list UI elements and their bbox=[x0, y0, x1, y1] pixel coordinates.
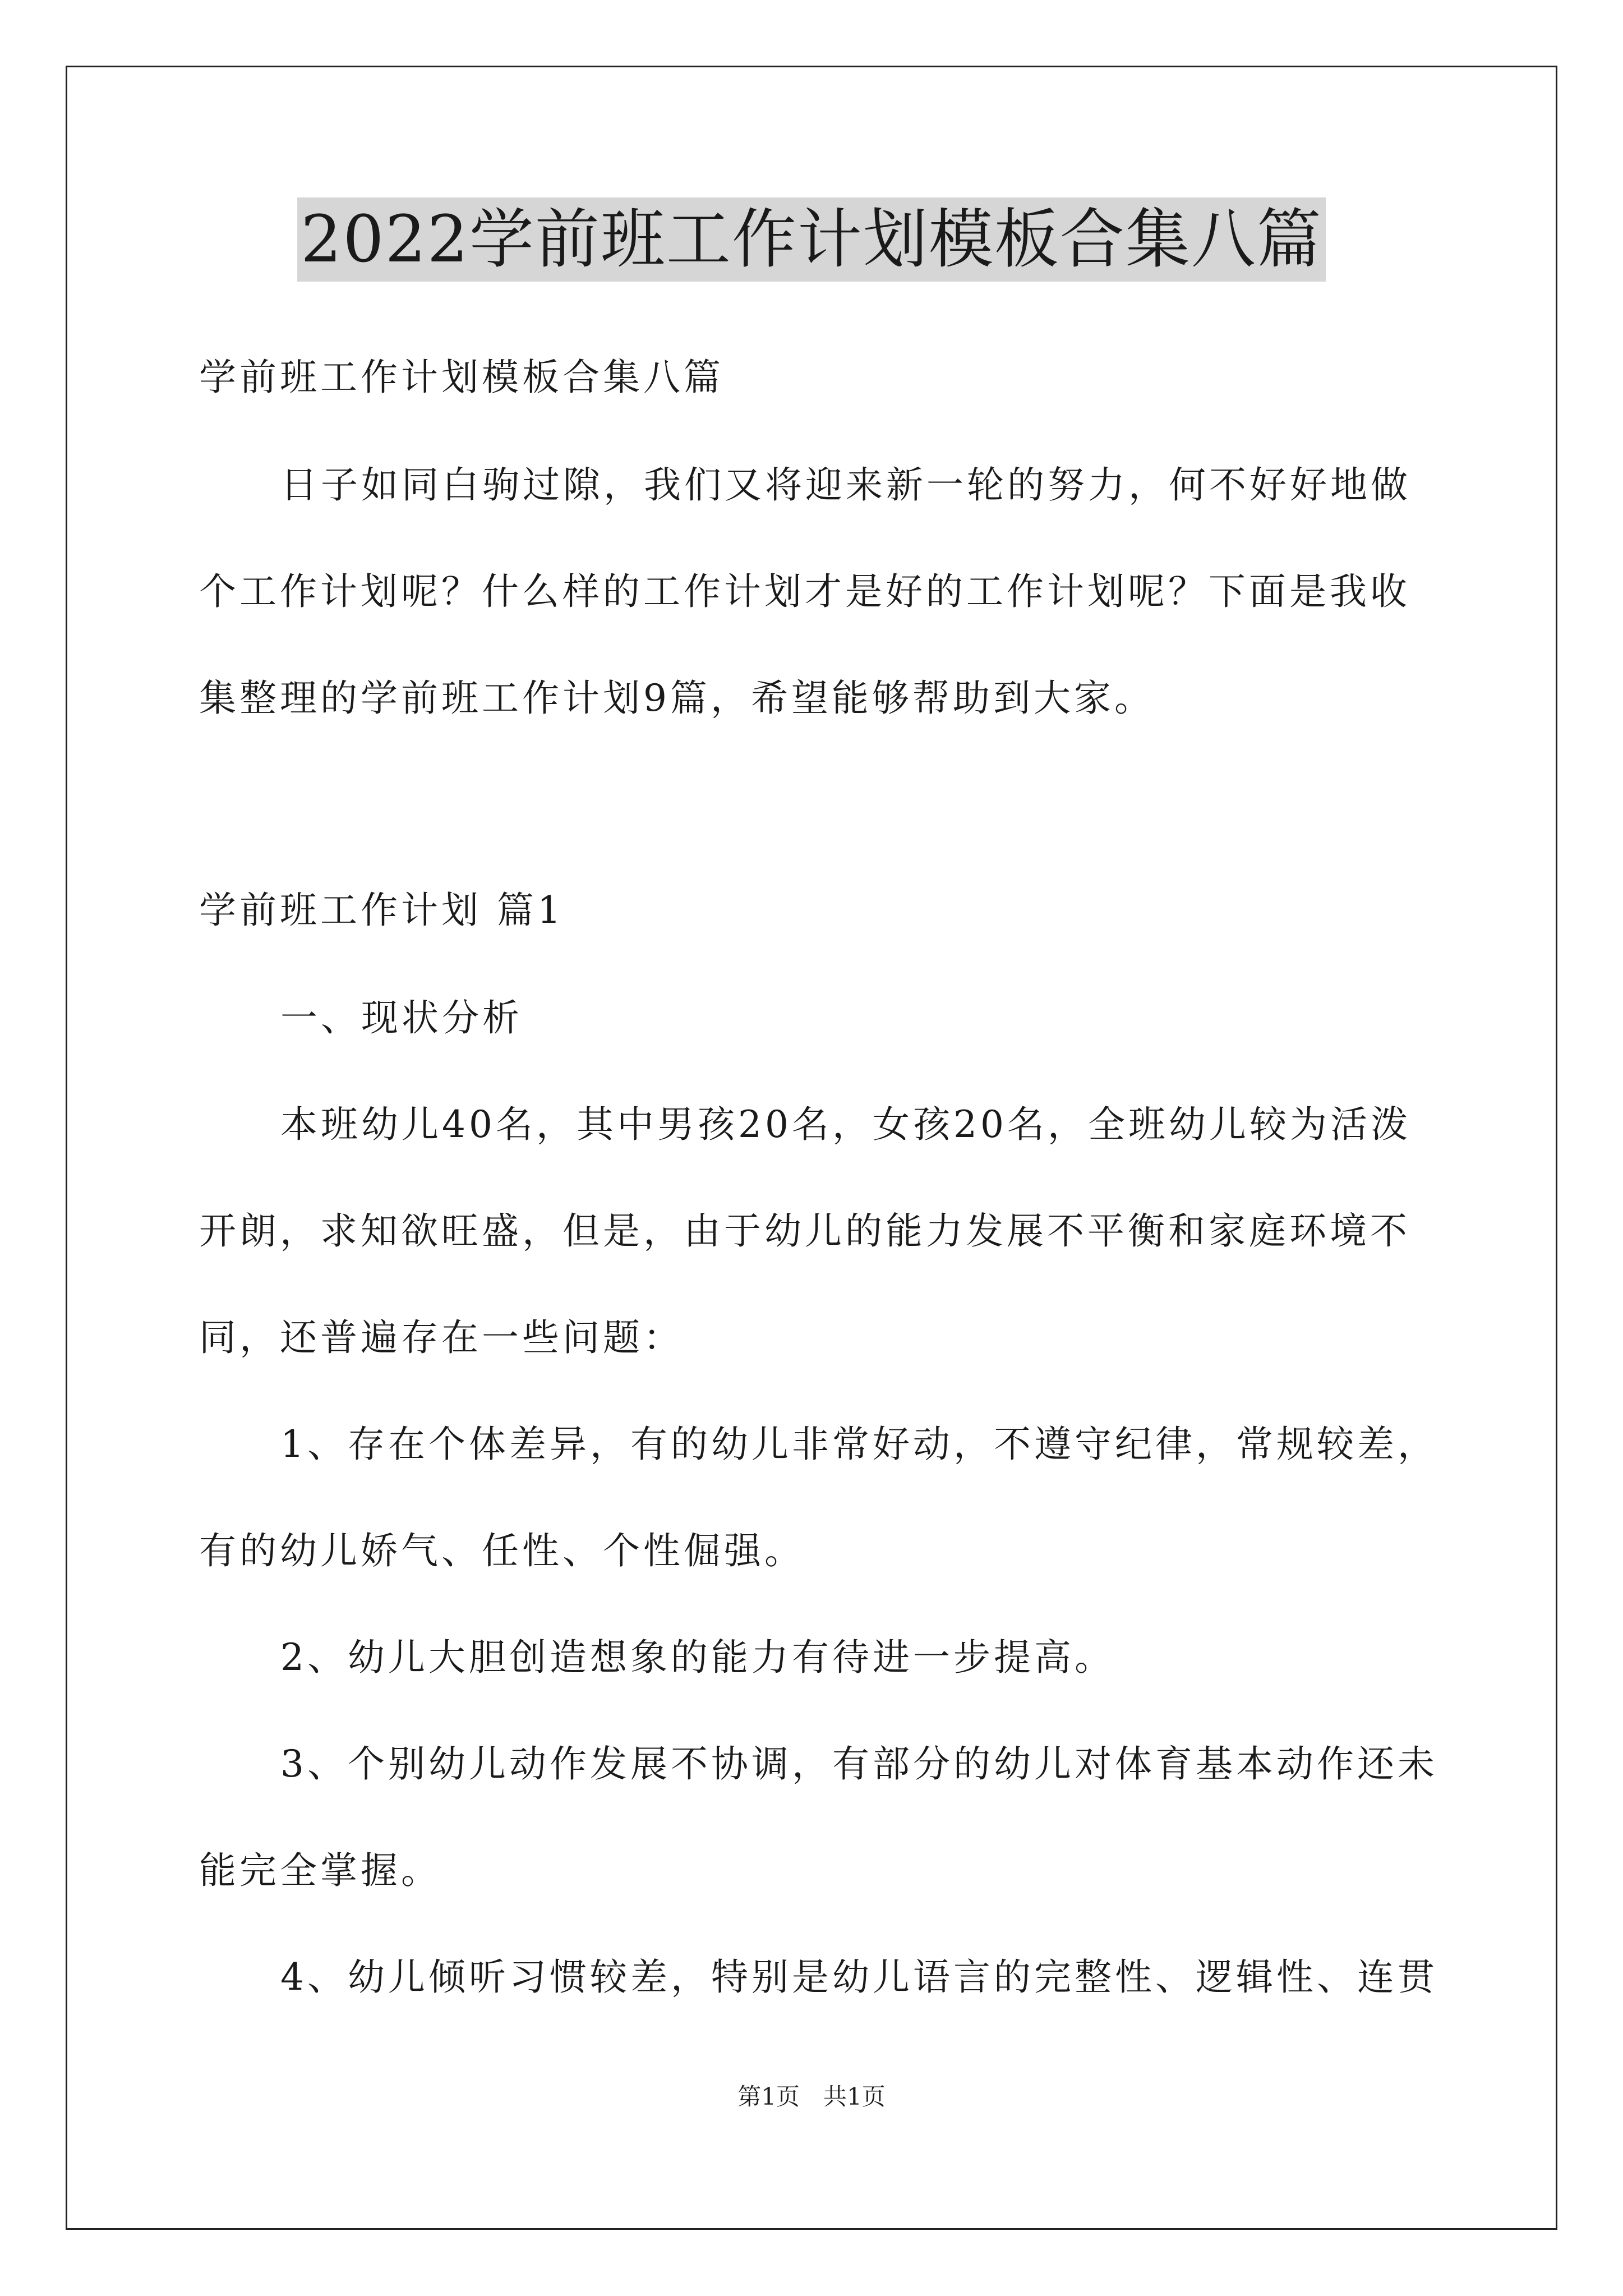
status-paragraph-line: 本班幼儿40名，其中男孩20名，女孩20名，全班幼儿较为活泼 bbox=[280, 1103, 1411, 1146]
section-heading: 学前班工作计划 篇1 bbox=[199, 889, 564, 932]
subheading: 一、现状分析 bbox=[280, 996, 523, 1039]
document-title: 2022学前班工作计划模板合集八篇 bbox=[297, 197, 1326, 282]
intro-line: 集整理的学前班工作计划9篇，希望能够帮助到大家。 bbox=[199, 677, 1155, 720]
document-subtitle: 学前班工作计划模板合集八篇 bbox=[199, 356, 724, 399]
status-paragraph-line: 开朗，求知欲旺盛，但是，由于幼儿的能力发展不平衡和家庭环境不 bbox=[199, 1209, 1410, 1253]
list-item-line: 能完全掌握。 bbox=[199, 1849, 441, 1892]
title-container bbox=[0, 197, 1623, 282]
intro-line: 日子如同白驹过隙，我们又将迎来新一轮的努力，何不好好地做 bbox=[280, 463, 1411, 507]
intro-line: 个工作计划呢？什么样的工作计划才是好的工作计划呢？下面是我收 bbox=[199, 570, 1410, 613]
list-item-line: 2、幼儿大胆创造想象的能力有待进一步提高。 bbox=[280, 1636, 1115, 1679]
status-paragraph-line: 同，还普遍存在一些问题： bbox=[199, 1316, 684, 1359]
list-item-line: 4、幼儿倾听习惯较差，特别是幼儿语言的完整性、逻辑性、连贯 bbox=[280, 1955, 1438, 1999]
list-item-line: 1、存在个体差异，有的幼儿非常好动，不遵守纪律，常规较差， bbox=[280, 1423, 1438, 1466]
list-item-line: 有的幼儿娇气、任性、个性倔强。 bbox=[199, 1529, 805, 1572]
list-item-line: 3、个别幼儿动作发展不协调，有部分的幼儿对体育基本动作还未 bbox=[280, 1742, 1438, 1786]
page-number-footer: 第1页 共1页 bbox=[737, 2083, 886, 2110]
